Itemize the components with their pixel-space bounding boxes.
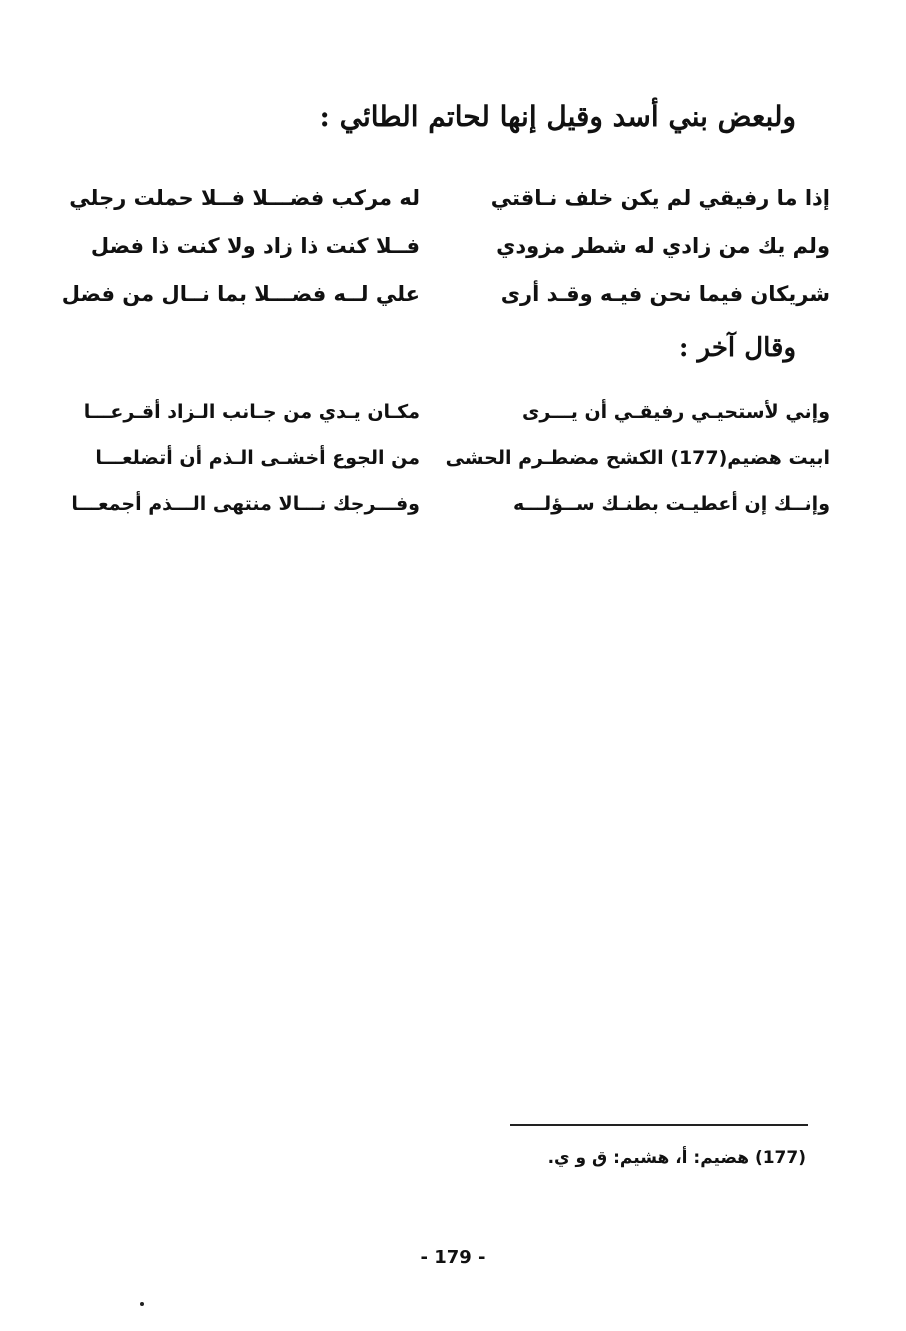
footnote-divider [510,1124,808,1126]
verse-second-hemistich: علي لــه فضـــلا بما نــال من فضل [61,282,420,306]
verse-first-hemistich: شريكان فيما نحن فيـه وقـد أرى [500,282,830,306]
verse-line [69,182,830,230]
verse-line [95,442,830,488]
verse-line [71,488,830,534]
verse-second-hemistich: له مركب فضـــلا فــلا حملت رجلي [69,186,420,210]
verse-first-hemistich: وإنــك إن أعطيـت بطنـك ســؤلـــه [513,493,830,515]
footnote: (177) هضيم: أ، هشيم: ق و ي. [547,1148,806,1168]
poem-1 [61,182,830,326]
verse-second-hemistich: من الجوع أخشـى الـذم أن أتضلعـــا [95,447,420,469]
poem-heading-2: وقال آخر : [678,333,796,363]
verse-second-hemistich: وفـــرجك نـــالا منتهى الـــذم أجمعـــا [71,493,420,515]
verse-line [83,396,830,442]
verse-second-hemistich: مكـان يـدي من جـانب الـزاد أقـرعـــا [83,401,420,423]
verse-line [90,230,830,278]
verse-first-hemistich: ابيت هضيم(177) الكشح مضطـرم الحشى [445,447,830,469]
verse-first-hemistich: وإني لأستحيـي رفيقـي أن يـــرى [522,401,830,423]
verse-first-hemistich: إذا ما رفيقي لم يكن خلف نـاقتي [490,186,830,210]
poem-heading-1: ولبعض بني أسد وقيل إنها لحاتم الطائي : [319,100,796,133]
scan-speck [140,1302,144,1306]
verse-first-hemistich: ولم يك من زادي له شطر مزودي [496,234,830,258]
verse-second-hemistich: فــلا كنت ذا زاد ولا كنت ذا فضل [90,234,420,258]
poem-2 [71,396,830,534]
page-number: - 179 - [420,1247,486,1268]
verse-line [61,278,830,326]
